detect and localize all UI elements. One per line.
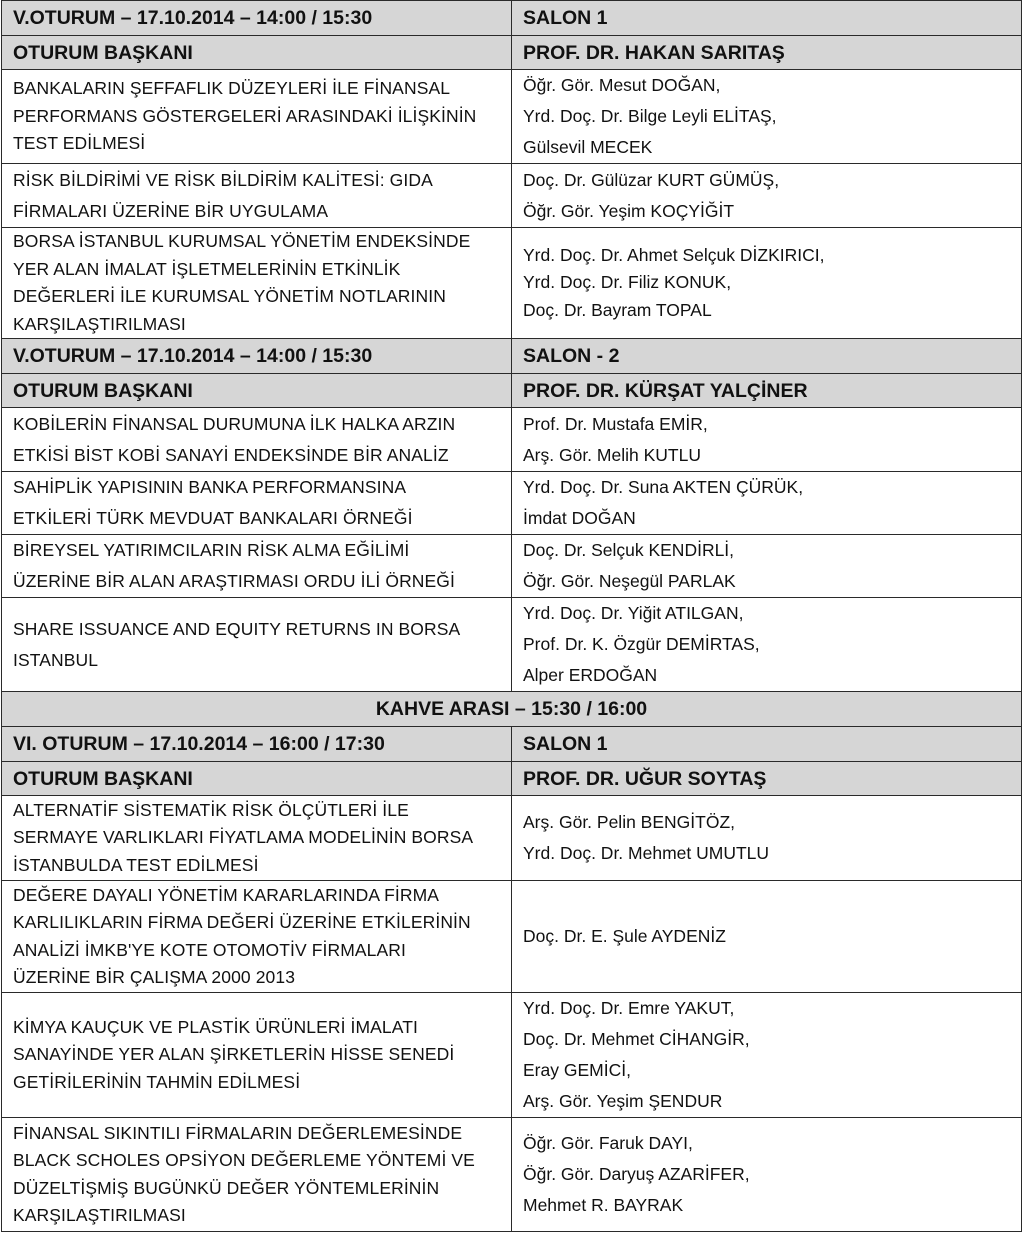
paper-row [2,70,1022,164]
chair-label: OTURUM BAŞKANI [2,762,512,796]
session-room: SALON 1 [512,727,1022,762]
paper-title [2,228,512,339]
paper-authors [512,1118,1022,1232]
paper-authors [512,472,1022,535]
paper-authors [512,881,1022,993]
title-line: BLACK SCHOLES OPSİYON DEĞERLEME YÖNTEMİ VE [13,1150,475,1170]
author: Yrd. Doç. Dr. Bilge Leyli ELİTAŞ, [523,106,777,126]
author: Doç. Dr. Selçuk KENDİRLİ, [523,540,735,560]
author: Alper ERDOĞAN [523,665,658,685]
title-line: FİRMALARI ÜZERİNE BİR UYGULAMA [13,200,329,221]
paper-authors [512,164,1022,228]
author: Doç. Dr. Gülüzar KURT GÜMÜŞ, [523,169,780,190]
author: Öğr. Gör. Faruk DAYI, [523,1133,693,1153]
paper-authors [512,535,1022,598]
title-line: DEĞERE DAYALI YÖNETİM KARARLARINDA FİRMA [13,884,440,905]
paper-authors [512,796,1022,881]
title-line: İSTANBULDA TEST EDİLMESİ [13,854,259,875]
title-line: ÜZERİNE BİR ALAN ARAŞTIRMASI ORDU İLİ ÖRNEĞİ [13,571,455,591]
author: Yrd. Doç. Dr. Yiğit ATILGAN, [523,603,744,623]
session-title: V.OTURUM – 17.10.2014 – 14:00 / 15:30 [2,339,512,374]
session-room: SALON - 2 [512,339,1022,374]
paper-authors [512,70,1022,164]
paper-title [2,598,512,692]
author: Prof. Dr. K. Özgür DEMİRTAS, [523,634,760,654]
author: Yrd. Doç. Dr. Emre YAKUT, [523,998,735,1018]
session-header-row [2,727,1022,762]
title-line: DEĞERLERİ İLE KURUMSAL YÖNETİM NOTLARININ [13,286,446,306]
chair-row [2,36,1022,70]
title-line: PERFORMANS GÖSTERGELERİ ARASINDAKİ İLİŞKİNİN [13,105,477,126]
author: Doç. Dr. Bayram TOPAL [523,299,712,320]
paper-row [2,881,1022,993]
title-line: KOBİLERİN FİNANSAL DURUMUNA İLK HALKA ARZIN [13,413,456,434]
session-room: SALON 1 [512,1,1022,36]
chair-label: OTURUM BAŞKANI [2,374,512,408]
session-title: VI. OTURUM – 17.10.2014 – 16:00 / 17:30 [2,727,512,762]
author: Öğr. Gör. Mesut DOĞAN, [523,75,721,95]
program-table [1,0,1022,1232]
title-line: TEST EDİLMESİ [13,133,146,154]
title-line: BANKALARIN ŞEFFAFLIK DÜZEYLERİ İLE FİNANSAL [13,78,451,99]
paper-authors [512,228,1022,339]
paper-row [2,1118,1022,1232]
title-line: ETKİSİ BİST KOBİ SANAYİ ENDEKSİNDE BİR ANALİZ [13,444,449,465]
author: Mehmet R. BAYRAK [523,1195,684,1215]
author: Yrd. Doç. Dr. Suna AKTEN ÇÜRÜK, [523,477,804,497]
chair-name: PROF. DR. KÜRŞAT YALÇİNER [512,374,1022,408]
title-line: ANALİZİ İMKB'YE KOTE OTOMOTİV FİRMALARI [13,939,406,960]
paper-row [2,535,1022,598]
paper-title [2,70,512,164]
title-line: SERMAYE VARLIKLARI FİYATLAMA MODELİNİN BORSA [13,827,474,848]
paper-authors [512,993,1022,1118]
title-line: KİMYA KAUÇUK VE PLASTİK ÜRÜNLERİ İMALATI [13,1016,418,1037]
paper-authors [512,408,1022,472]
break-row [2,692,1022,727]
paper-row [2,472,1022,535]
paper-row [2,164,1022,228]
paper-row [2,993,1022,1118]
paper-title [2,164,512,228]
title-line: BİREYSEL YATIRIMCILARIN RİSK ALMA EĞİLİMİ [13,540,410,560]
title-line: SANAYİNDE YER ALAN ŞİRKETLERİN HİSSE SENEDİ [13,1044,455,1065]
chair-label: OTURUM BAŞKANI [2,36,512,70]
chair-name: PROF. DR. HAKAN SARITAŞ [512,36,1022,70]
author: Öğr. Gör. Daryuş AZARİFER, [523,1164,750,1184]
author: Arş. Gör. Melih KUTLU [523,444,701,465]
paper-authors [512,598,1022,692]
author: Yrd. Doç. Dr. Filiz KONUK, [523,272,732,293]
chair-row [2,762,1022,796]
author: Eray GEMİCİ, [523,1060,631,1080]
author: Arş. Gör. Yeşim ŞENDUR [523,1091,723,1111]
session-header-row [2,339,1022,374]
paper-title [2,472,512,535]
title-line: KARLILIKLARIN FİRMA DEĞERİ ÜZERİNE ETKİLERİNİN [13,912,471,932]
paper-title [2,535,512,598]
title-line: ISTANBUL [13,649,99,670]
paper-title [2,993,512,1118]
title-line: ÜZERİNE BİR ÇALIŞMA 2000 2013 [13,967,296,987]
session-header-row [2,1,1022,36]
paper-row [2,228,1022,339]
title-line: SAHİPLİK YAPISININ BANKA PERFORMANSINA [13,477,407,497]
chair-name: PROF. DR. UĞUR SOYTAŞ [512,762,1022,796]
title-line: KARŞILAŞTIRILMASI [13,1205,186,1225]
author: Prof. Dr. Mustafa EMİR, [523,413,708,434]
paper-row [2,408,1022,472]
author: İmdat DOĞAN [523,508,636,528]
title-line: ALTERNATİF SİSTEMATİK RİSK ÖLÇÜTLERİ İLE [13,799,409,820]
author: Öğr. Gör. Neşegül PARLAK [523,571,736,591]
session-title: V.OTURUM – 17.10.2014 – 14:00 / 15:30 [2,1,512,36]
title-line: GETİRİLERİNİN TAHMİN EDİLMESİ [13,1071,301,1092]
author: Yrd. Doç. Dr. Ahmet Selçuk DİZKIRICI, [523,244,825,265]
author: Doç. Dr. Mehmet CİHANGİR, [523,1029,750,1049]
author: Gülsevil MECEK [523,137,653,157]
paper-title [2,408,512,472]
paper-title [2,881,512,993]
title-line: KARŞILAŞTIRILMASI [13,313,186,334]
author: Yrd. Doç. Dr. Mehmet UMUTLU [523,843,770,863]
author: Arş. Gör. Pelin BENGİTÖZ, [523,812,735,832]
title-line: SHARE ISSUANCE AND EQUITY RETURNS IN BORSA [13,618,461,639]
paper-title [2,796,512,881]
paper-row [2,598,1022,692]
author: Doç. Dr. E. Şule AYDENİZ [523,926,726,946]
author: Öğr. Gör. Yeşim KOÇYİĞİT [523,200,735,221]
title-line: DÜZELTİŞMİŞ BUGÜNKÜ DEĞER YÖNTEMLERİNİN [13,1177,440,1198]
chair-row [2,374,1022,408]
title-line: BORSA İSTANBUL KURUMSAL YÖNETİM ENDEKSİNDE [13,231,471,251]
title-line: ETKİLERİ TÜRK MEVDUAT BANKALARI ÖRNEĞİ [13,508,413,528]
title-line: RİSK BİLDİRİMİ VE RİSK BİLDİRİM KALİTESİ: GIDA [13,169,433,190]
coffee-break: KAHVE ARASI – 15:30 / 16:00 [2,692,1022,727]
title-line: YER ALAN İMALAT İŞLETMELERİNİN ETKİNLİK [13,258,401,279]
title-line: FİNANSAL SIKINTILI FİRMALARIN DEĞERLEMESİNDE [13,1122,463,1143]
paper-title [2,1118,512,1232]
paper-row [2,796,1022,881]
